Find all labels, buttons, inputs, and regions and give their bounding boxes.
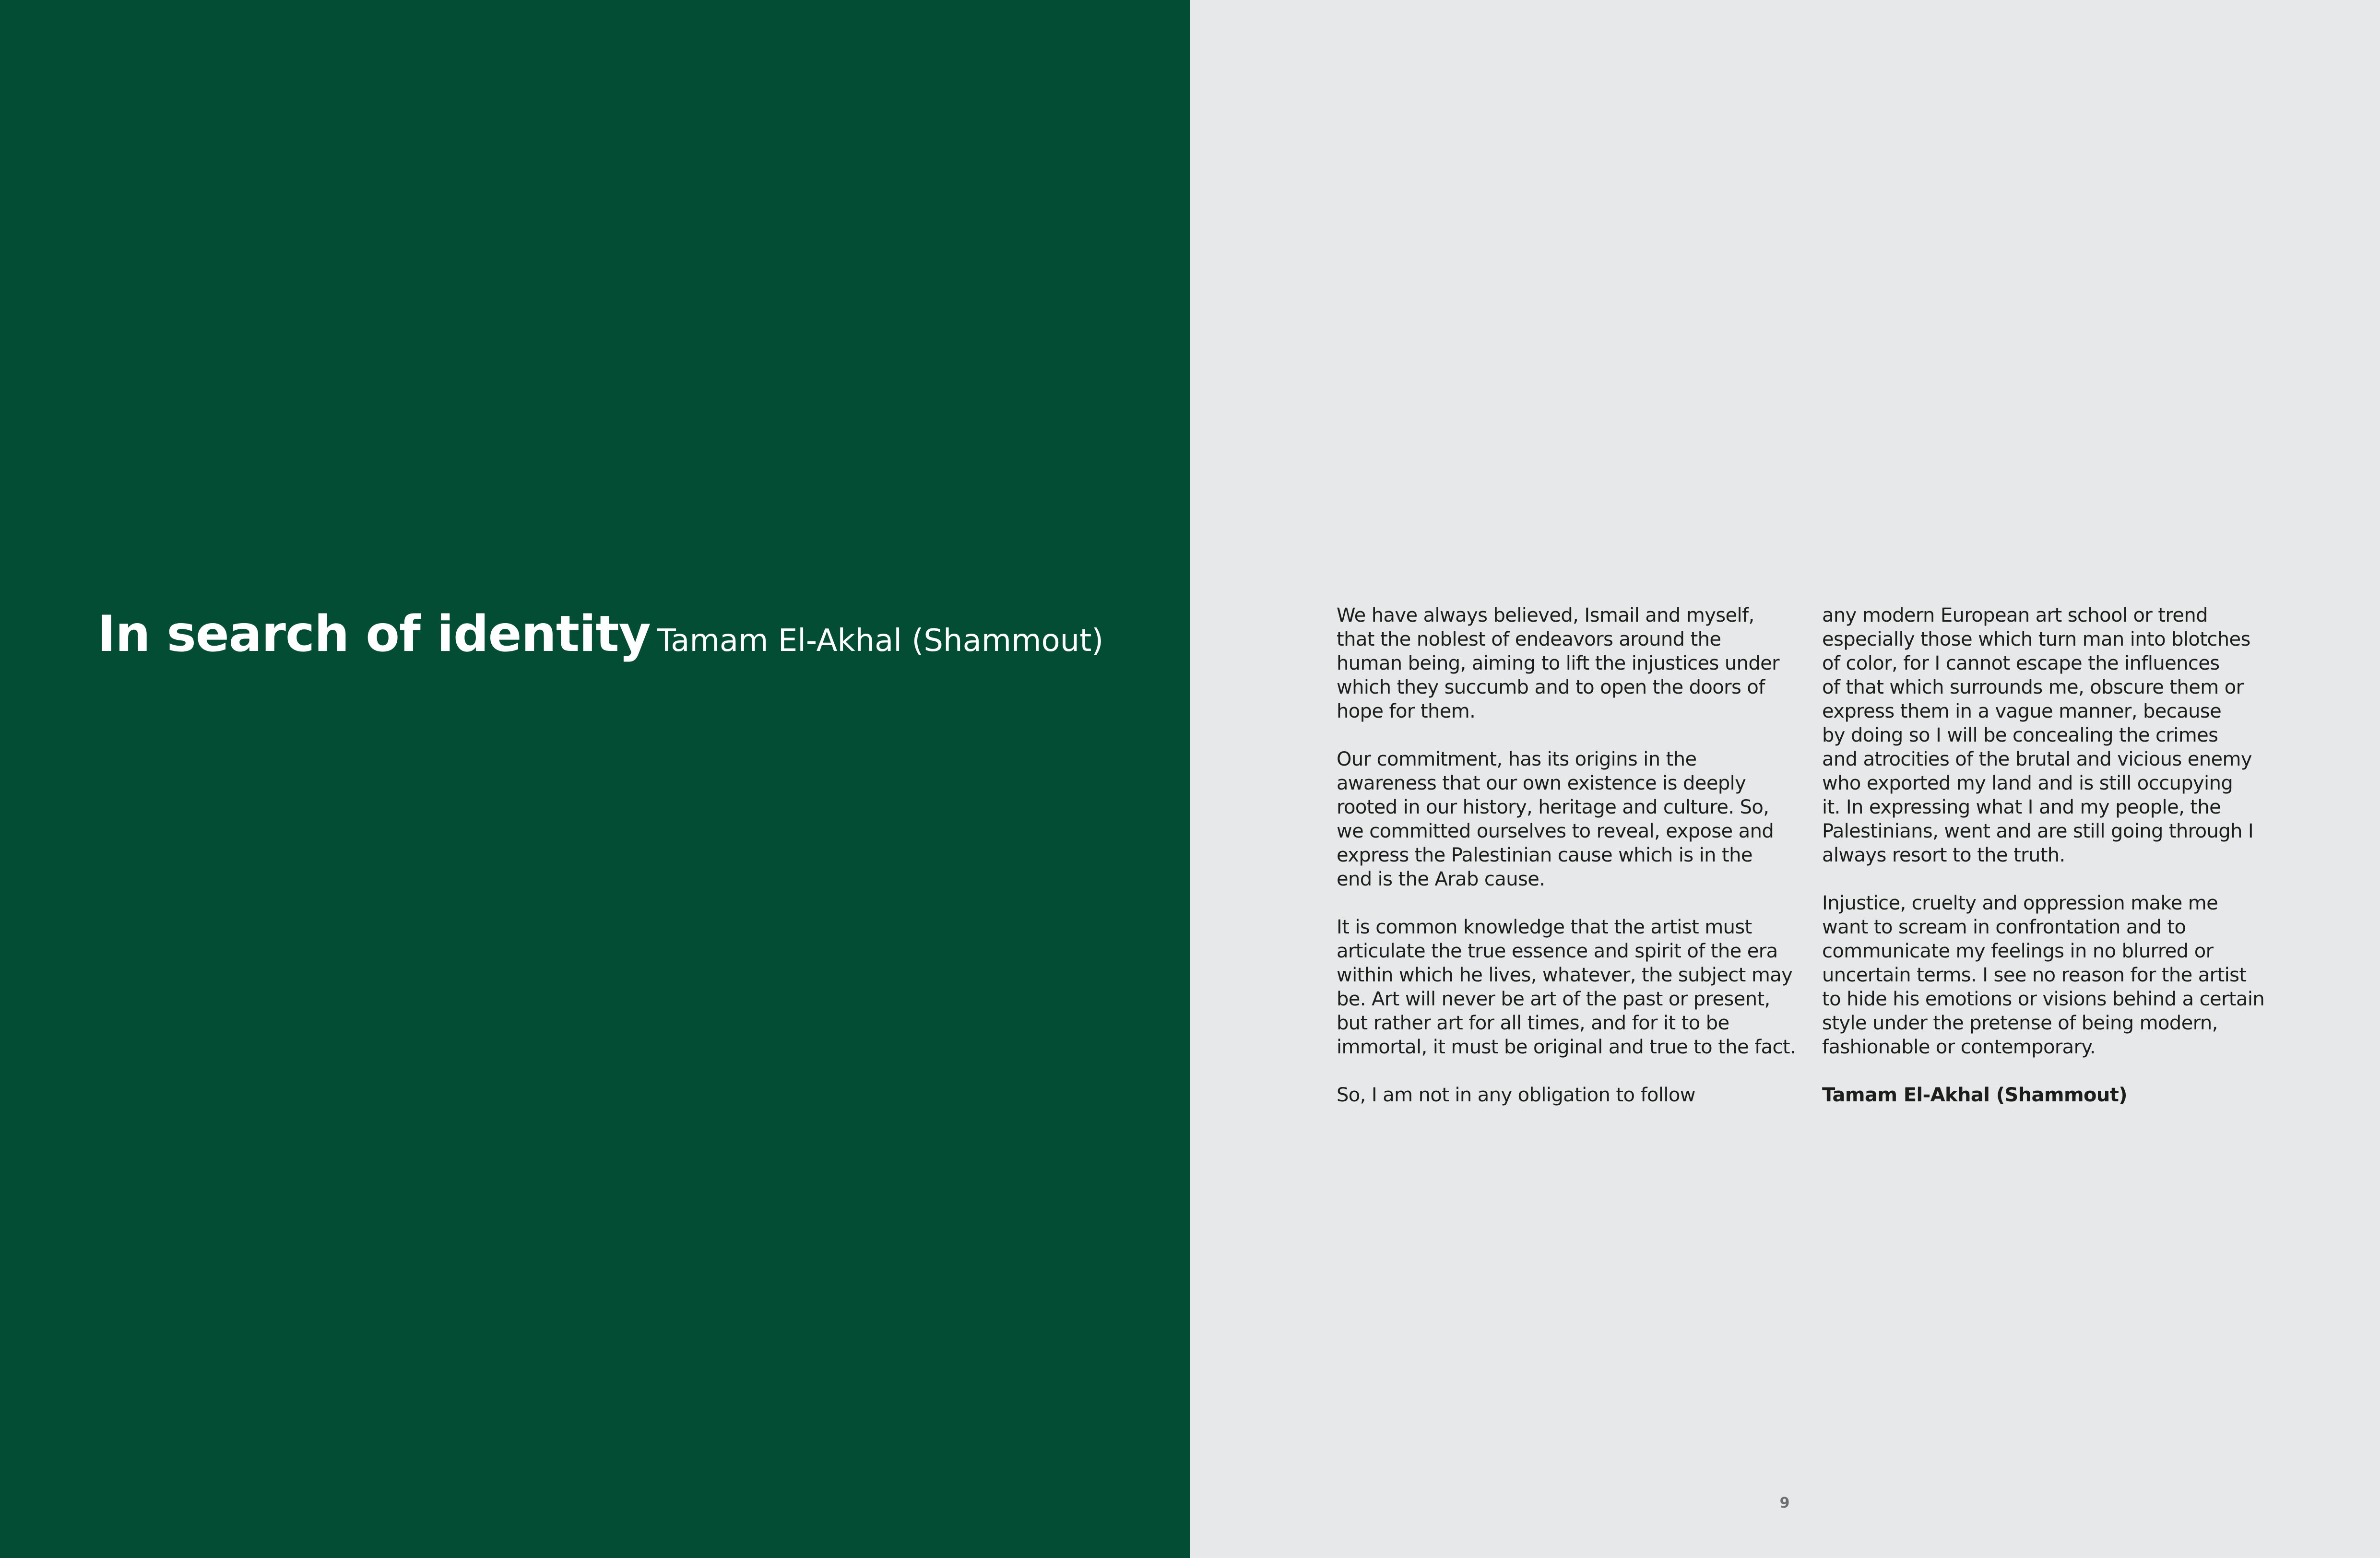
text-line: express the Palestinian cause which is in the	[1337, 844, 1752, 866]
paragraph	[1337, 915, 1821, 1059]
text-line: Palestinians, went and are still going through I	[1822, 820, 2254, 842]
text-line: want to scream in confrontation and to	[1822, 916, 2186, 938]
text-line: that the noblest of endeavors around the	[1337, 628, 1721, 650]
page-title: In search of identity	[97, 605, 651, 663]
text-line: but rather art for all times, and for it to be	[1337, 1012, 1729, 1034]
text-line: especially those which turn man into blotches	[1822, 628, 2250, 650]
text-line: fashionable or contemporary.	[1822, 1036, 2096, 1058]
text-line: style under the pretense of being modern,	[1822, 1012, 2218, 1034]
text-line: It is common knowledge that the artist must	[1337, 916, 1752, 938]
text-line: always resort to the truth.	[1822, 844, 2065, 866]
text-line: who exported my land and is still occupying	[1822, 772, 2233, 794]
text-line: be. Art will never be art of the past or present,	[1337, 988, 1770, 1010]
text-line: rooted in our history, heritage and culture. So,	[1337, 796, 1769, 818]
text-line: it. In expressing what I and my people, the	[1822, 796, 2221, 818]
text-line: any modern European art school or trend	[1822, 604, 2208, 626]
paragraph	[1337, 603, 1821, 723]
title-block	[97, 605, 1103, 663]
text-line: to hide his emotions or visions behind a certain	[1822, 988, 2265, 1010]
text-line: awareness that our own existence is deeply	[1337, 772, 1746, 794]
text-line: immortal, it must be original and true to the fact.	[1337, 1036, 1796, 1058]
text-line: which they succumb and to open the doors of	[1337, 676, 1765, 698]
text-line: of that which surrounds me, obscure them or	[1822, 676, 2244, 698]
text-line: Our commitment, has its origins in the	[1337, 748, 1697, 770]
text-line: hope for them.	[1337, 700, 1476, 722]
text-line: we committed ourselves to reveal, expose and	[1337, 820, 1774, 842]
text-line: within which he lives, whatever, the subject may	[1337, 964, 1793, 986]
page-number: 9	[1779, 1495, 1790, 1511]
text-line: articulate the true essence and spirit of the era	[1337, 940, 1778, 962]
paragraph	[1822, 891, 2307, 1059]
paragraph	[1337, 1083, 1821, 1107]
text-line: end is the Arab cause.	[1337, 868, 1545, 890]
title-author: Tamam El-Akhal (Shammout)	[657, 623, 1104, 659]
text-line: communicate my feelings in no blurred or	[1822, 940, 2214, 962]
text-line: express them in a vague manner, because	[1822, 700, 2222, 722]
text-column-1	[1337, 603, 1821, 1131]
signature: Tamam El-Akhal (Shammout)	[1822, 1084, 2127, 1106]
text-line: of color, for I cannot escape the influences	[1822, 652, 2220, 674]
text-column-2	[1822, 603, 2307, 1131]
text-line: and atrocities of the brutal and vicious enemy	[1822, 748, 2252, 770]
paragraph	[1337, 747, 1821, 891]
text-line: by doing so I will be concealing the crimes	[1822, 724, 2218, 746]
paragraph	[1822, 603, 2307, 867]
text-line: human being, aiming to lift the injustices under	[1337, 652, 1779, 674]
text-line: uncertain terms. I see no reason for the artist	[1822, 964, 2247, 986]
text-line: Injustice, cruelty and oppression make me	[1822, 892, 2218, 914]
text-line: We have always believed, Ismail and myself,	[1337, 604, 1754, 626]
text-line: So, I am not in any obligation to follow	[1337, 1084, 1695, 1106]
